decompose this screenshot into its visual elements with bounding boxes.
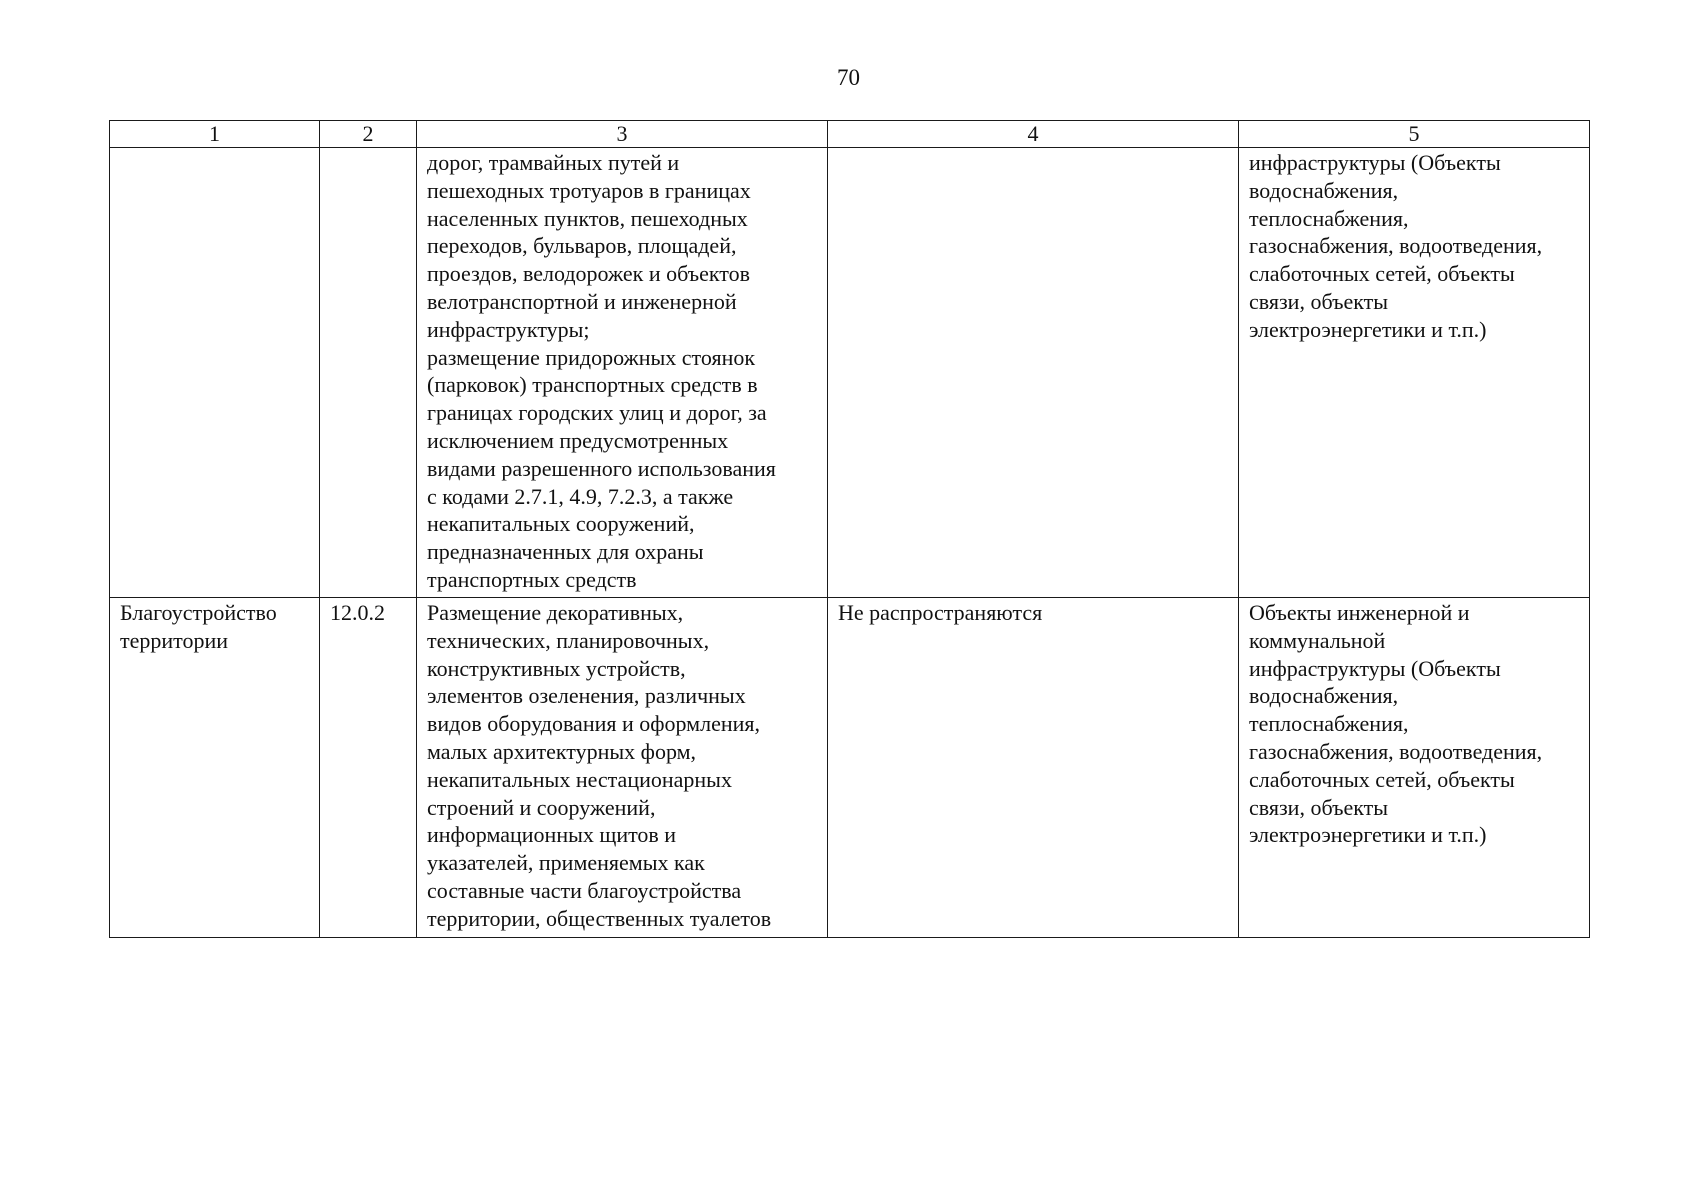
use-code-cell [320,148,417,598]
use-name-cell [110,148,320,598]
column-header-3: 3 [417,121,828,148]
column-header-5: 5 [1239,121,1590,148]
auxiliary-uses-cell: инфраструктуры (Объекты водоснабжения, теплоснабжения, газоснабжения, водоотведения, слаботочных сетей, объекты связи, объекты электроэнергетики и т.п.) [1239,148,1590,598]
use-description-cell: Размещение декоративных, технических, планировочных, конструктивных устройств, элементов озеленения, различных видов оборудования и оформления, малых архитектурных форм, некапитальных нестационарных строений и сооружений, информационных щитов и указателей, применяемых как составные части благоустройства территории, общественных туалетов [417,598,828,938]
use-name-cell: Благоустройство территории [110,598,320,938]
page-number: 70 [837,65,860,90]
table-header-row [110,121,1590,148]
table-row [110,148,1590,598]
column-header-4: 4 [828,121,1239,148]
column-header-2: 2 [320,121,417,148]
parameters-cell [828,148,1239,598]
land-use-table [109,120,1590,938]
column-header-1: 1 [110,121,320,148]
use-code-cell: 12.0.2 [320,598,417,938]
parameters-cell: Не распространяются [828,598,1239,938]
use-description-cell: дорог, трамвайных путей и пешеходных тротуаров в границах населенных пунктов, пешеходных переходов, бульваров, площадей, проездов, велодорожек и объектов велотранспортной и инженерной инфраструктуры; размещение придорожных стоянок (парковок) транспортных средств в границах городских улиц и дорог, за исключением предусмотренных видами разрешенного использования с кодами 2.7.1, 4.9, 7.2.3, а также некапитальных сооружений, предназначенных для охраны транспортных средств [417,148,828,598]
auxiliary-uses-cell: Объекты инженерной и коммунальной инфраструктуры (Объекты водоснабжения, теплоснабжения, газоснабжения, водоотведения, слаботочных сетей, объекты связи, объекты электроэнергетики и т.п.) [1239,598,1590,938]
table-row [110,598,1590,938]
